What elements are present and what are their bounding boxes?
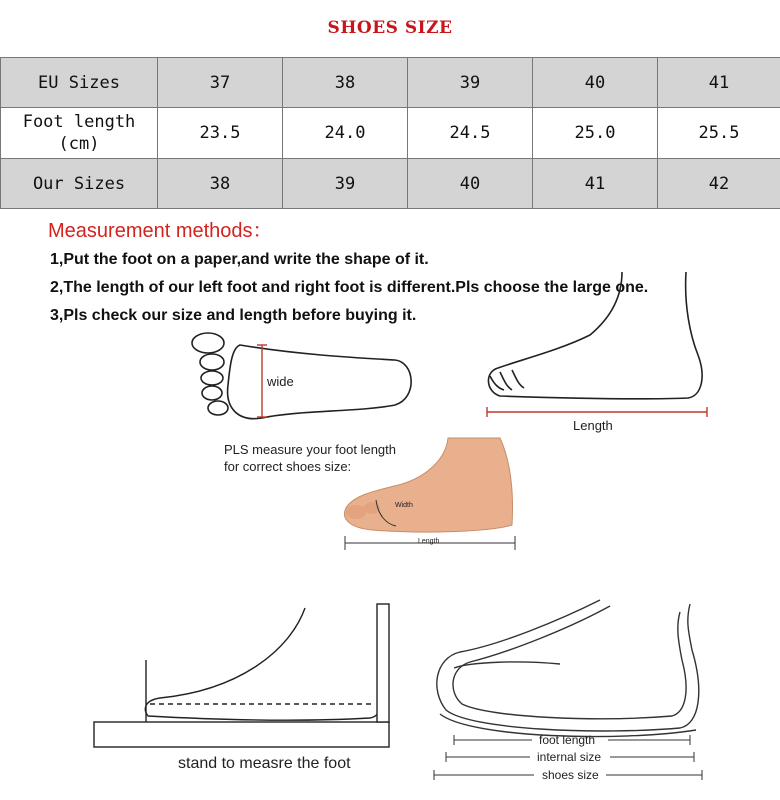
length-small-label: Length (418, 538, 440, 545)
table-cell: 24.5 (408, 108, 533, 159)
table-cell: 39 (408, 58, 533, 108)
table-cell: 38 (283, 58, 408, 108)
row-header: Foot length (cm) (1, 108, 158, 159)
foot-length-label: foot length (539, 733, 596, 747)
table-cell: 24.0 (283, 108, 408, 159)
footprint-outline-icon (192, 333, 411, 419)
table-cell: 25.0 (533, 108, 658, 159)
table-cell: 23.5 (158, 108, 283, 159)
measurement-step-2: 2,The length of our left foot and right foot is different.Pls choose the large one. (50, 279, 649, 296)
table-cell: 25.5 (658, 108, 780, 159)
length-measure-line (487, 407, 707, 417)
shoes-size-label: shoes size (542, 768, 599, 782)
row-header: Our Sizes (1, 159, 158, 209)
table-cell: 41 (533, 159, 658, 209)
wide-label: wide (267, 374, 294, 389)
row-header: EU Sizes (1, 58, 158, 108)
measurement-step-1: 1,Put the foot on a paper,and write the shape of it. (50, 251, 429, 268)
pls-note-line-1: PLS measure your foot length (224, 442, 396, 457)
table-cell: 41 (658, 58, 780, 108)
pls-note-line-2: for correct shoes size: (224, 459, 352, 474)
table-cell: 39 (283, 159, 408, 209)
standing-foot-icon (94, 604, 389, 747)
foot-side-icon (488, 272, 702, 399)
width-small-label: Width (395, 502, 413, 509)
table-cell: 40 (408, 159, 533, 209)
measurement-heading: Measurement methods： (48, 220, 273, 242)
wide-measure-line (257, 345, 267, 417)
shoe-outline-icon (437, 600, 699, 737)
internal-size-label: internal size (537, 750, 602, 764)
table-cell: 42 (658, 159, 780, 209)
table-cell: 40 (533, 58, 658, 108)
length-label: Length (573, 418, 613, 433)
measurement-step-3: 3,Pls check our size and length before buying it. (50, 307, 417, 324)
stand-caption: stand to measre the foot (178, 755, 351, 772)
table-cell: 38 (158, 159, 283, 209)
page-title: SHOES SIZE (327, 18, 453, 38)
table-cell: 37 (158, 58, 283, 108)
